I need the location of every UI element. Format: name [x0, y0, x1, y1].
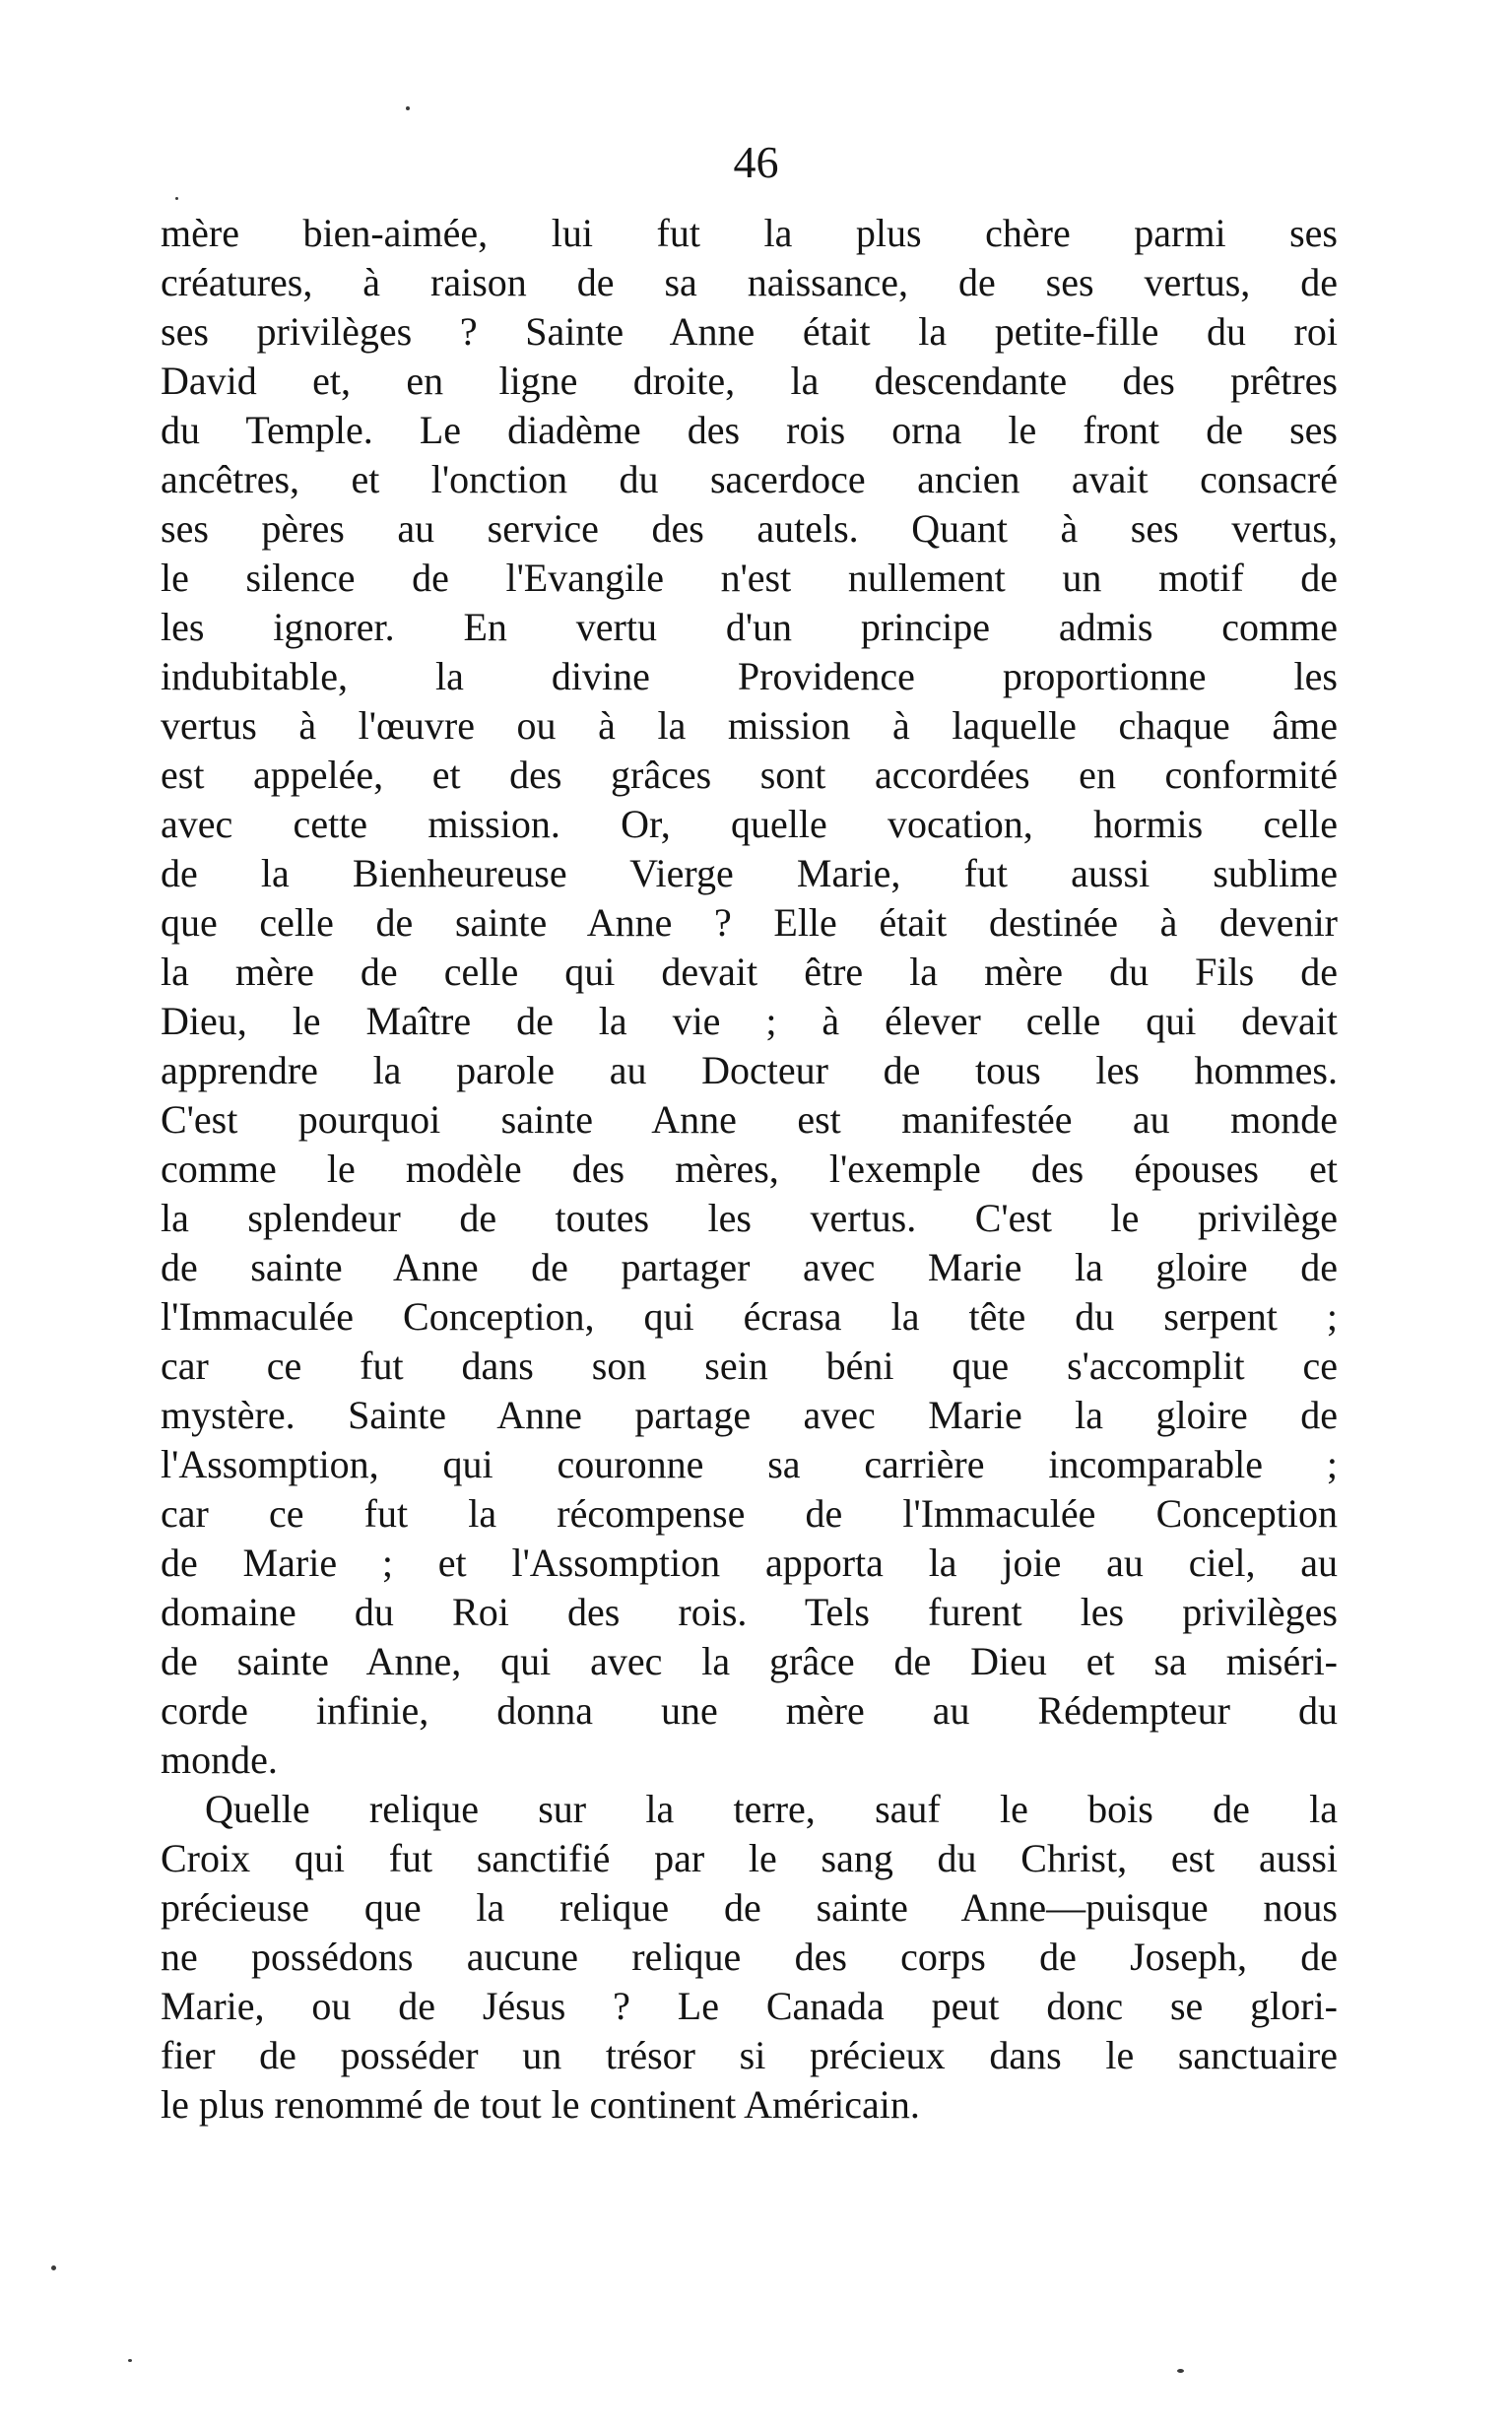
paragraph-start-line: Quelle relique sur la terre, sauf le bois de la: [205, 1787, 1338, 1831]
text-line: l'Assomption, qui couronne sa carrière incomparable ;: [161, 1442, 1338, 1486]
text-line: Marie, ou de Jésus ? Le Canada peut donc se glori-: [161, 1984, 1338, 2028]
text-line: car ce fut la récompense de l'Immaculée Conception: [161, 1491, 1338, 1536]
text-line: est appelée, et des grâces sont accordées en conformité: [161, 753, 1338, 797]
paragraph-end-line: le plus renommé de tout le continent Américain.: [161, 2082, 920, 2127]
text-line: corde infinie, donna une mère au Rédempteur du: [161, 1688, 1338, 1733]
text-line: domaine du Roi des rois. Tels furent les privilèges: [161, 1590, 1338, 1634]
text-line: Dieu, le Maître de la vie ; à élever celle qui devait: [161, 999, 1338, 1043]
text-line: de sainte Anne de partager avec Marie la gloire de: [161, 1245, 1338, 1289]
text-line: de sainte Anne, qui avec la grâce de Dieu et sa miséri-: [161, 1639, 1338, 1683]
text-line: de Marie ; et l'Assomption apporta la joie au ciel, au: [161, 1541, 1338, 1585]
text-line: Croix qui fut sanctifié par le sang du Christ, est aussi: [161, 1836, 1338, 1880]
text-line: David et, en ligne droite, la descendante des prêtres: [161, 359, 1338, 403]
text-line: créatures, à raison de sa naissance, de ses vertus, de: [161, 260, 1338, 304]
text-line: ne possédons aucune relique des corps de Joseph, de: [161, 1935, 1338, 1979]
text-line: du Temple. Le diadème des rois orna le front de ses: [161, 408, 1338, 452]
scan-speck: [128, 2359, 132, 2362]
scan-speck: [406, 106, 410, 110]
text-line: ses privilèges ? Sainte Anne était la petite-fille du roi: [161, 309, 1338, 354]
text-line: vertus à l'œuvre ou à la mission à laquelle chaque âme: [161, 703, 1338, 748]
text-line: de la Bienheureuse Vierge Marie, fut aussi sublime: [161, 851, 1338, 895]
scan-speck: [175, 197, 178, 200]
paragraph-end-line: monde.: [161, 1738, 278, 1782]
text-line: l'Immaculée Conception, qui écrasa la tête du serpent ;: [161, 1294, 1338, 1339]
text-line: la splendeur de toutes les vertus. C'est le privilège: [161, 1196, 1338, 1240]
text-line: la mère de celle qui devait être la mère du Fils de: [161, 950, 1338, 994]
text-line: avec cette mission. Or, quelle vocation, hormis celle: [161, 802, 1338, 846]
text-line: comme le modèle des mères, l'exemple des épouses et: [161, 1147, 1338, 1191]
text-line: apprendre la parole au Docteur de tous les hommes.: [161, 1048, 1338, 1092]
text-line: le silence de l'Evangile n'est nullement un motif de: [161, 556, 1338, 600]
scan-speck: [1177, 2369, 1184, 2373]
text-line: fier de posséder un trésor si précieux dans le sanctuaire: [161, 2033, 1338, 2077]
text-line: ses pères au service des autels. Quant à ses vertus,: [161, 506, 1338, 551]
text-line: ancêtres, et l'onction du sacerdoce ancien avait consacré: [161, 457, 1338, 501]
text-line: car ce fut dans son sein béni que s'accomplit ce: [161, 1344, 1338, 1388]
text-line: que celle de sainte Anne ? Elle était destinée à devenir: [161, 900, 1338, 945]
body-text: [161, 209, 1338, 2130]
text-line: mère bien-aimée, lui fut la plus chère parmi ses: [161, 211, 1338, 255]
text-line: les ignorer. En vertu d'un principe admis comme: [161, 605, 1338, 649]
text-line: précieuse que la relique de sainte Anne—puisque nous: [161, 1885, 1338, 1930]
text-line: indubitable, la divine Providence proportionne les: [161, 654, 1338, 698]
text-line: mystère. Sainte Anne partage avec Marie la gloire de: [161, 1393, 1338, 1437]
page-number: 46: [733, 137, 779, 187]
scan-speck: [51, 2265, 56, 2270]
text-line: C'est pourquoi sainte Anne est manifestée au monde: [161, 1097, 1338, 1142]
